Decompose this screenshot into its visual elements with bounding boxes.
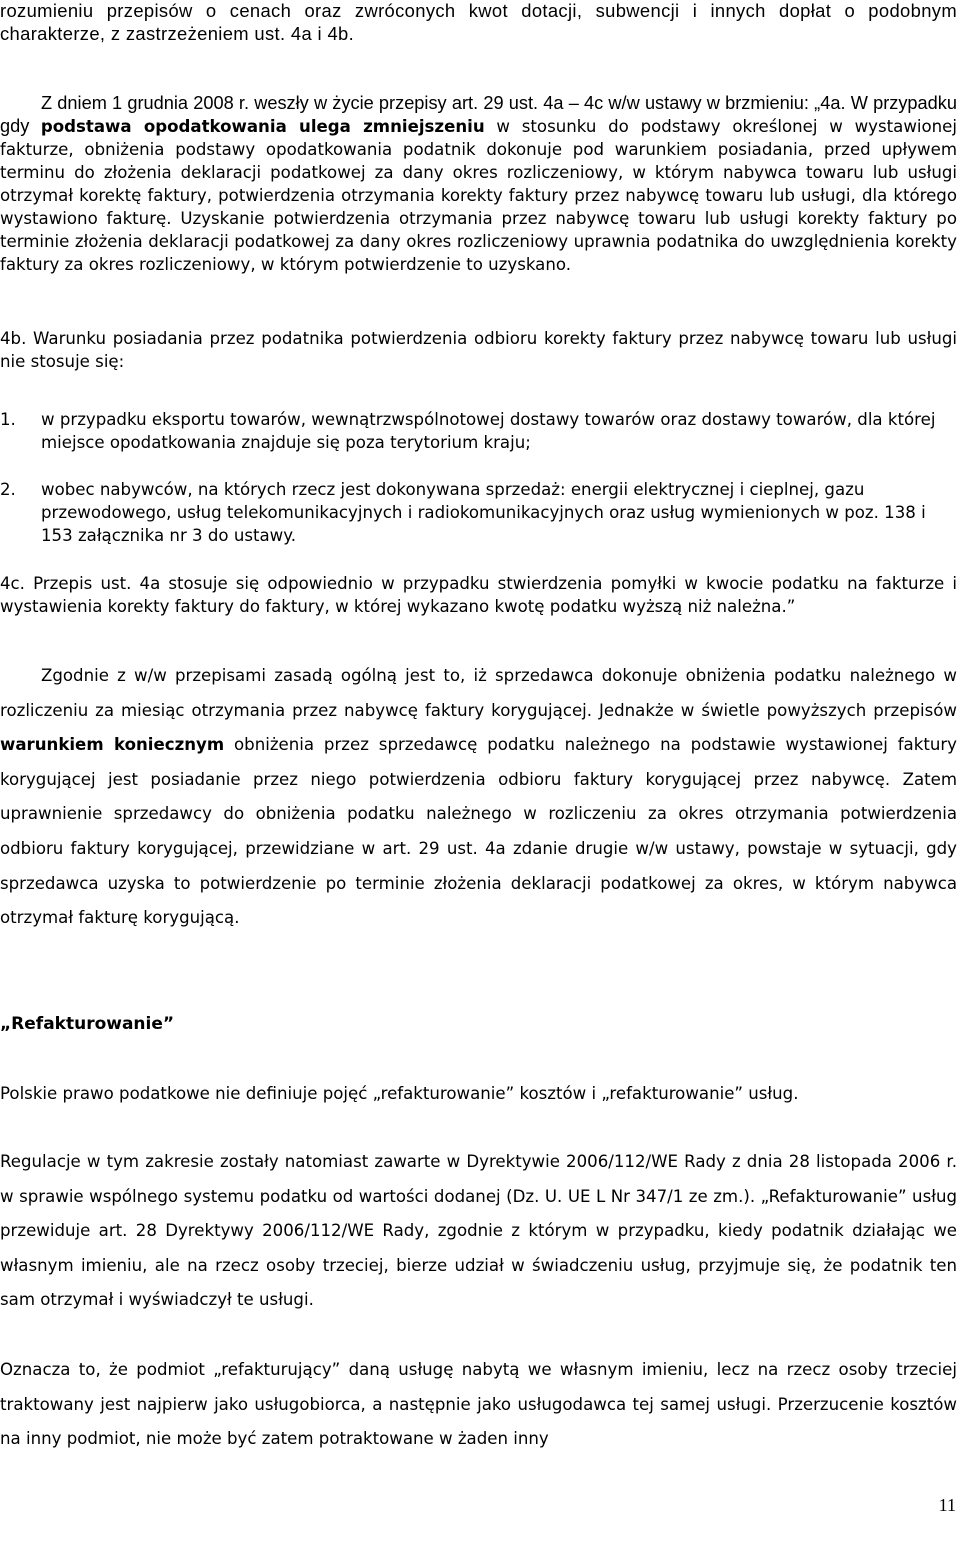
section-heading-text: „Refakturowanie” xyxy=(0,1014,175,1034)
paragraph-zgodnie-bold: warunkiem koniecznym xyxy=(0,735,225,755)
paragraph-polskie xyxy=(0,1082,957,1105)
paragraph-4b-text: 4b. Warunku posiadania przez podatnika potwierdzenia odbioru korekty faktury przez nabywcę towaru lub usługi nie stosuje się: xyxy=(0,329,957,371)
paragraph-4b xyxy=(0,327,957,373)
paragraph-dec-bold: podstawa opodatkowania ulega zmniejszeniu xyxy=(40,117,485,136)
paragraph-zgodnie xyxy=(0,659,957,936)
paragraph-oznacza-text: Oznacza to, że podmiot „refakturujący” daną usługę nabytą we własnym imieniu, lecz na rzecz osoby trzeciej traktowany jest najpierw jako usługobiorca, a następnie jako usługodawca tej samej usługi. Przerzucenie kosztów na inny podmiot, nie może być zatem potraktowane w żaden inny xyxy=(0,1360,957,1449)
paragraph-regulacje xyxy=(0,1145,957,1318)
paragraph-4c-text: 4c. Przepis ust. 4a stosuje się odpowiednio w przypadku stwierdzenia pomyłki w kwocie podatku na fakturze i wystawienia korekty faktury do faktury, w której wykazano kwotę podatku wyższą niż należna.” xyxy=(0,574,957,616)
paragraph-top-text: rozumieniu przepisów o cenach oraz zwróconych kwot dotacji, subwencji i innych dopłat o podobnym charakterze, z zastrzeżeniem ust. 4a i 4b. xyxy=(0,0,957,44)
paragraph-polskie-text: Polskie prawo podatkowe nie definiuje pojęć „refakturowanie” kosztów i „refakturowanie” usług. xyxy=(0,1084,799,1103)
paragraph-regulacje-text: Regulacje w tym zakresie zostały natomiast zawarte w Dyrektywie 2006/112/WE Rady z dnia 28 listopada 2006 r. w sprawie wspólnego systemu podatku od wartości dodanej (Dz. U. UE L Nr 347/1 ze zm.). „Refakturowanie” usług przewiduje art. 28 Dyrektywy 2006/112/WE Rady, zgodnie z którym w przypadku, kiedy podatnik działając we własnym imieniu, ale na rzecz osoby trzeciej, bierze udział w świadczeniu usług, przyjmuje się, że podatnik ten sam otrzymał i wyświadczył te usługi. xyxy=(0,1152,957,1310)
paragraph-top xyxy=(0,0,957,45)
paragraph-4c xyxy=(0,572,957,618)
paragraph-zgodnie-text: Zgodnie z w/w przepisami zasadą ogólną jest to, iż sprzedawca dokonuje obniżenia podatku należnego w rozliczeniu za miesiąc otrzymania przez nabywcę faktury korygującej. Jednakże w świetle powyższych przepisów xyxy=(0,666,957,720)
list-item-number: 2. xyxy=(0,480,16,499)
list-item: w przypadku eksportu towarów, wewnątrzwspólnotowej dostawy towarów oraz dostawy towarów, dla której miejsce opodatkowania znajduje się poza terytorium kraju; xyxy=(41,410,936,452)
paragraph-oznacza xyxy=(0,1353,957,1457)
paragraph-zgodnie-rest: obniżenia przez sprzedawcę podatku należnego na podstawie wystawionej faktury korygującej jest posiadanie przez niego potwierdzenia odbioru faktury korygującej przez nabywcę. Zatem uprawnienie sprzedawcy do obniżenia podatku należnego w rozliczeniu za okres otrzymania potwierdzenia odbioru faktury korygującej, przewidziane w art. 29 ust. 4a zdanie drugie w/w ustawy, powstaje w sytuacji, gdy sprzedawca uzyska to potwierdzenie po terminie złożenia deklaracji podatkowej za okres, w którym nabywca otrzymał fakturę korygującą. xyxy=(0,735,957,928)
paragraph-dec-rest: w stosunku do podstawy określonej w wystawionej fakturze, obniżenia podstawy opodatkowania podatnik dokonuje pod warunkiem posiadania, przed upływem terminu do złożenia deklaracji podatkowej za dany okres rozliczeniowy, w którym nabywca towaru lub usługi otrzymał korektę faktury, potwierdzenia otrzymania korekty faktury przez nabywcę towaru lub usługi, dla którego wystawiono fakturę. Uzyskanie potwierdzenia otrzymania przez nabywcę towaru lub usługi korekty faktury po terminie złożenia deklaracji podatkowej za dany okres rozliczeniowy uprawnia podatnika do uwzględnienia korekty faktury za okres rozliczeniowy, w którym potwierdzenie to uzyskano. xyxy=(0,117,957,274)
page-number: 11 xyxy=(938,1495,956,1515)
list-item-number: 1. xyxy=(0,410,16,429)
paragraph-dec-text: Z dniem 1 grudnia 2008 r. weszły w życie przepisy art. 29 ust. 4a – 4c w/w ustawy w brzmieniu: „4a. W przypadku gdy xyxy=(0,93,957,136)
section-heading xyxy=(0,1013,957,1036)
paragraph-dec xyxy=(0,92,957,276)
list-item: wobec nabywców, na których rzecz jest dokonywana sprzedaż: energii elektrycznej i cieplnej, gazu przewodowego, usług telekomunikacyjnych i radiokomunikacyjnych oraz usług wymienionych w poz. 138 i 153 załącznika nr 3 do ustawy. xyxy=(41,480,926,545)
